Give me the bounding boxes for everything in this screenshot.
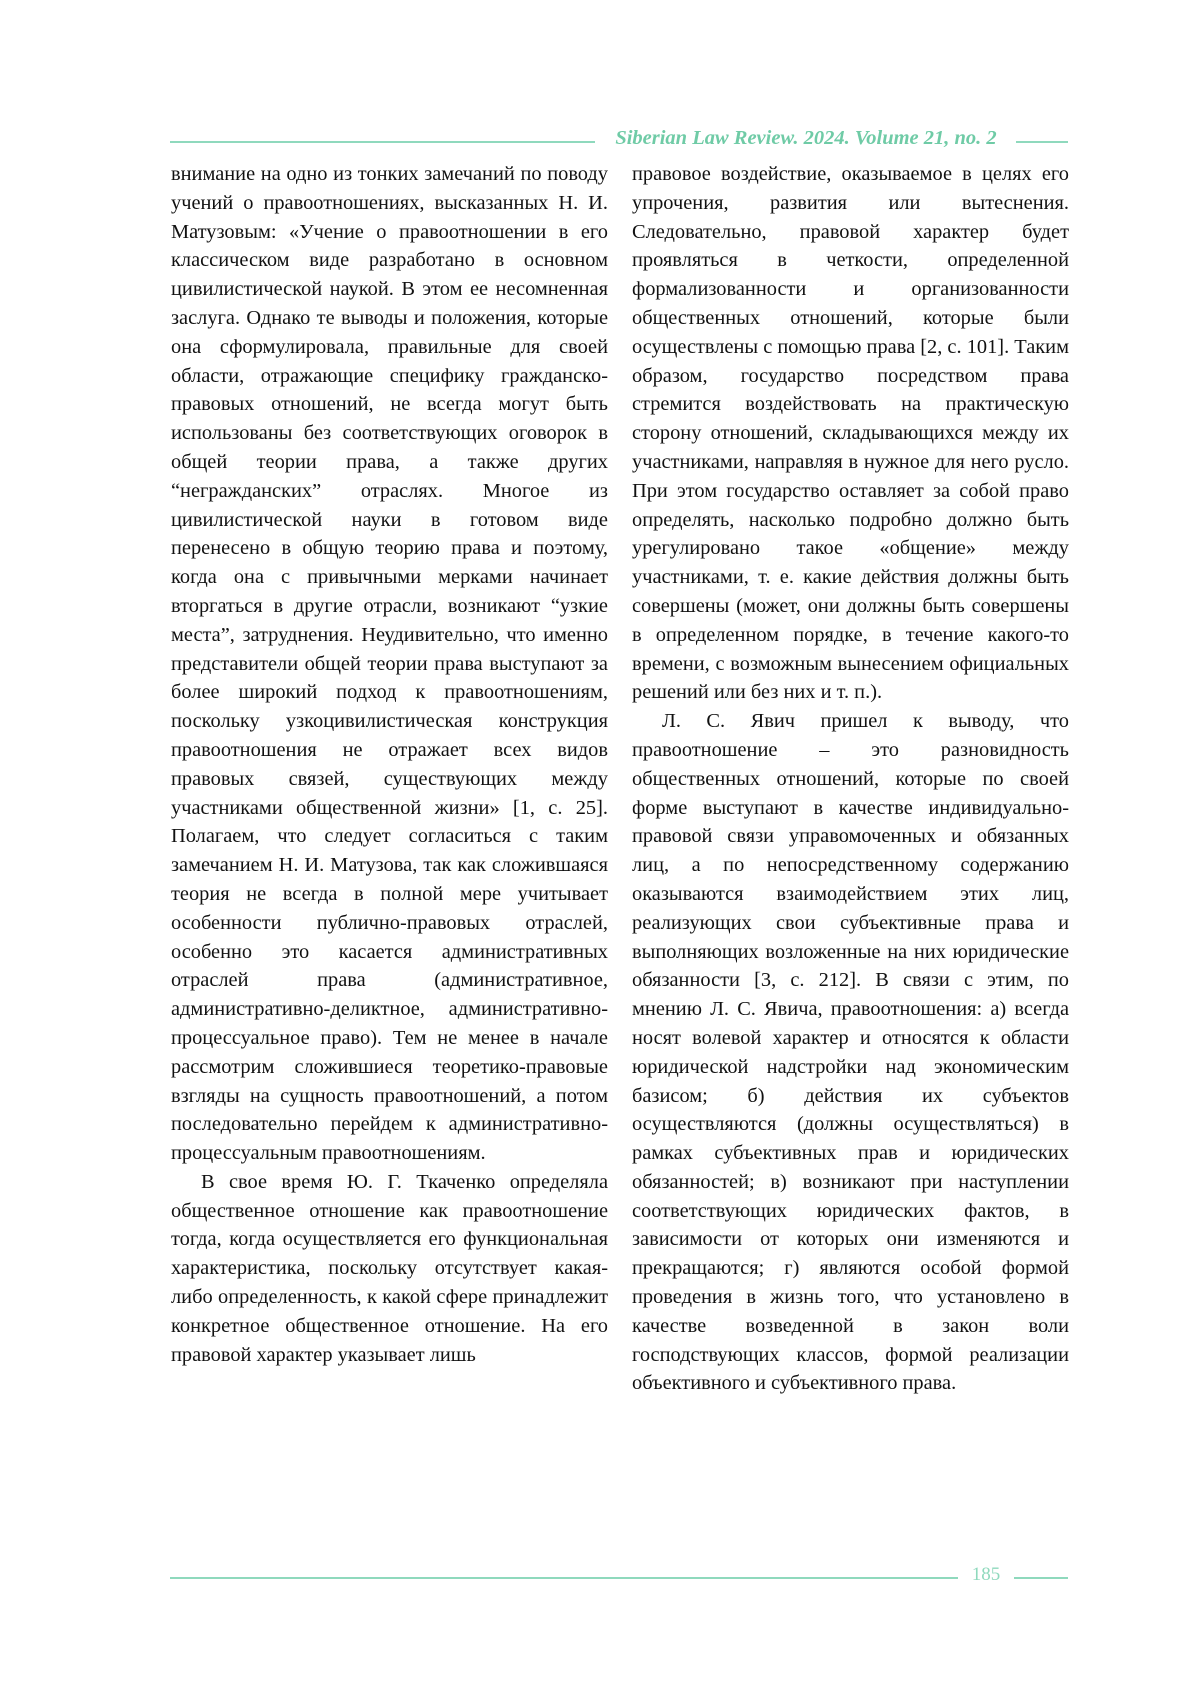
- journal-running-title: Siberian Law Review. 2024. Volume 21, no. 2: [615, 127, 997, 149]
- text-column-right: [632, 160, 1069, 1398]
- footer-rule-right: [1014, 1577, 1068, 1579]
- paragraph-continuation-right: правовое воздействие, оказываемое в целях его упрочения, развития или вытеснения. Следовательно, правовой характер будет проявляться в четкости, определенной формализованности и организованности общественных отношений, которые были осуществлены с помощью права [2, с. 101]. Таким образом, государство посредством права стремится воздействовать на практическую сторону отношений, складывающихся между их участниками, направляя в нужное для него русло. При этом государство оставляет за собой право определять, насколько подробно должно быть урегулировано такое «общение» между участниками, т. е. какие действия должны быть совершены (может, они должны быть совершены в определенном порядке, в течение какого-то времени, с возможным вынесением официальных решений или без них и т. п.).: [632, 163, 1069, 704]
- header-rule-left: [170, 141, 595, 143]
- page-number: 185: [971, 1564, 1001, 1585]
- paragraph-tkachenko: В свое время Ю. Г. Ткаченко определяла общественное отношение как правоотношение тогда, когда осуществляется его функциональная характеристика, поскольку отсутствует какая-либо определенность, к какой сфере принадлежит конкретное общественное отношение. На его правовой характер указывает лишь: [171, 1170, 608, 1366]
- paragraph-continuation: внимание на одно из тонких замечаний по поводу учений о правоотношениях, высказанных Н. И. Матузовым: «Учение о правоотношении в его классическом виде разработано в основном цивилистической наукой. В этом ее несомненная заслуга. Однако те выводы и положения, которые она сформулировала, правильные для своей области, отражающие специфику гражданско-правовых отношений, не всегда могут быть использованы без соответствующих оговорок в общей теории права, а также других “негражданских” отраслях. Многое из цивилистической науки в готовом виде перенесено в общую теорию права и поэтому, когда она с привычными мерками начинает вторгаться в другие отрасли, возникают “узкие места”, затруднения. Неудивительно, что именно представители общей теории права выступают за более широкий подход к правоотношениям, поскольку узкоцивилистическая конструкция правоотношения не отражает всех видов правовых связей, существующих между участниками общественной жизни» [1, с. 25]. Полагаем, что следует согласиться с таким замечанием Н. И. Матузова, так как сложившаяся теория не всегда в полной мере учитывает особенности публично-правовых отраслей, особенно это касается административных отраслей права (административное, административно-деликтное, административно-процессуальное право). Тем не менее в начале рассмотрим сложившиеся теоретико-правовые взгляды на сущность правоотношений, а потом последовательно перейдем к административно-процессуальным правоотношениям.: [171, 163, 608, 1165]
- footer-rule-left: [170, 1577, 958, 1579]
- text-column-left: [171, 160, 608, 1369]
- header-rule-right: [1016, 141, 1068, 143]
- paragraph-yavich: Л. С. Явич пришел к выводу, что правоотношение – это разновидность общественных отношений, которые по своей форме выступают в качестве индивидуально-правовой связи управомоченных и обязанных лиц, а по непосредственному содержанию оказываются взаимодействием этих лиц, реализующих свои субъективные права и выполняющих возложенные на них юридические обязанности [3, с. 212]. В связи с этим, по мнению Л. С. Явича, правоотношения: а) всегда носят волевой характер и относятся к области юридической надстройки над экономическим базисом; б) действия их субъектов осуществляются (должны осуществляться) в рамках субъективных прав и юридических обязанностей; в) возникают при наступлении соответствующих юридических фактов, в зависимости от которых они изменяются и прекращаются; г) являются особой формой проведения в жизнь того, что установлено в качестве возведенной в закон воли господствующих классов, формой реализации объективного и субъективного права.: [632, 710, 1069, 1395]
